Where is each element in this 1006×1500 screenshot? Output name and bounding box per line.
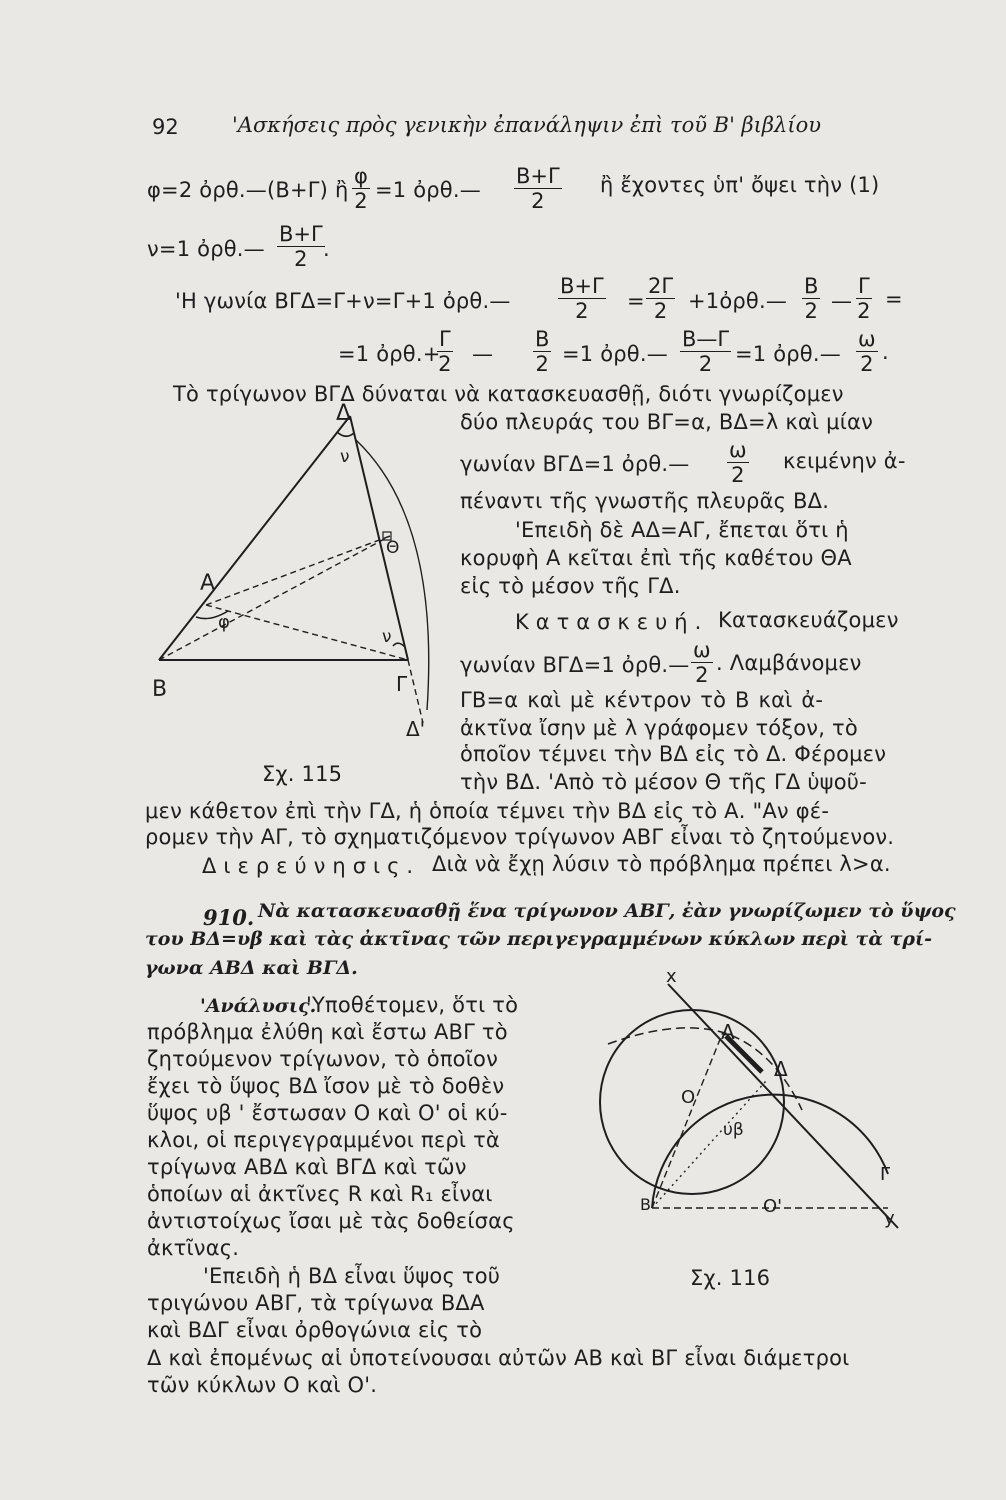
page-number: 92 — [152, 115, 179, 139]
math-line3-frac2 — [646, 274, 675, 323]
analysis-line3: ζητούμενον τρίγωνον, τὸ ὁποῖον — [147, 1047, 499, 1071]
frac-den: 2 — [531, 189, 545, 213]
fig116-label-oprime: Ο' — [763, 1196, 783, 1217]
fig115-segment-atheta — [206, 536, 390, 605]
fig116-dashed-arc — [608, 1028, 802, 1110]
fig116-label-x: x — [666, 966, 677, 987]
problem-line2: του ΒΔ=υβ καὶ τὰς ἀκτῖνας τῶν περιγεγραμμένων κύκλων περὶ τὰ τρί- — [145, 928, 933, 950]
fig115-label-phi: φ — [218, 612, 230, 633]
fig115-label-nu-bottom: ν — [382, 627, 392, 647]
analysis-line8: ὁποίων αἱ ἀκτῖνες R καὶ R₁ εἶναι — [147, 1182, 493, 1206]
frac-num: ω — [729, 438, 747, 462]
math-line4-frac3 — [680, 327, 731, 376]
frac-num: Γ — [858, 274, 870, 298]
figure-115 — [140, 400, 440, 800]
frac-den: 2 — [535, 352, 549, 376]
fig115-label-alpha: Α — [200, 571, 216, 596]
frac-num: ω — [693, 638, 711, 662]
math-line2-frac — [277, 222, 325, 271]
frac-num: 2Γ — [648, 274, 674, 298]
math-line3-eq: = — [627, 289, 645, 313]
analysis-line13: καὶ ΒΔΓ εἶναι ὀρθογώνια εἰς τὸ — [147, 1318, 483, 1342]
analysis-line7: τρίγωνα ΑΒΔ καὶ ΒΓΔ καὶ τῶν — [147, 1155, 467, 1179]
analysis-line2: πρόβλημα ἐλύθη καὶ ἔστω ΑΒΓ τὸ — [147, 1020, 508, 1044]
body1-line13: τὴν ΒΔ. 'Απὸ τὸ μέσον Θ τῆς ΓΔ ὑψοῦ- — [460, 770, 867, 794]
fig116-caption: Σχ. 116 — [690, 1266, 771, 1290]
analysis-line9: ἀντιστοίχως ἴσαι μὲ τὰς δοθείσας — [147, 1209, 515, 1233]
fig115-segment-ag — [206, 605, 408, 660]
analysis-line4: ἔχει τὸ ὕψος ΒΔ ἴσον μὲ τὸ δοθὲν — [147, 1074, 505, 1098]
math-line4-b: =1 ὀρθ.— — [562, 342, 668, 366]
fig115-label-delta-top: Δ — [336, 401, 352, 426]
math-line4-a: =1 ὀρθ.+ — [338, 342, 441, 366]
fig115-angle-v-top — [337, 432, 354, 436]
fig115-label-nu-top: ν — [340, 447, 350, 467]
frac-num: Β+Γ — [560, 274, 604, 298]
body1-line12: ὁποῖον τέμνει τὴν ΒΔ εἰς τὸ Δ. Φέρομεν — [460, 742, 887, 766]
math-line2-end: . — [323, 237, 330, 261]
construction-label: Κατασκευή. — [515, 610, 709, 634]
body1-line3-b: κειμένην ἀ- — [783, 449, 906, 473]
body1-line5: 'Επειδὴ δὲ ΑΔ=ΑΓ, ἔπεται ὅτι ἡ — [515, 518, 849, 542]
body1-line9-frac — [691, 638, 713, 687]
analysis-line15: τῶν κύκλων Ο καὶ Ο'. — [147, 1373, 378, 1397]
body1-line1: Τὸ τρίγωνον ΒΓΔ δύναται νὰ κατασκευασθῇ, διότι γνωρίζομεν — [173, 382, 844, 406]
math-line3-end: = — [885, 287, 903, 311]
fig116-line-xy — [668, 984, 898, 1228]
math-line3-minus: — — [831, 289, 853, 313]
body1-line15: ρομεν τὴν ΑΓ, τὸ σχηματιζόμενον τρίγωνον ΑΒΓ εἶναι τὸ ζητούμενον. — [145, 825, 895, 849]
fig116-label-delta: Δ — [774, 1057, 788, 1081]
frac-den: 2 — [575, 299, 589, 323]
problem-number: 910. — [203, 905, 255, 930]
body1-line3-frac — [727, 438, 749, 487]
fig115-label-gamma: Γ — [396, 672, 408, 696]
math-line3-b: +1ὀρθ.— — [688, 289, 788, 313]
body1-line10: ΓΒ=α καὶ μὲ κέντρον τὸ Β καὶ ἀ- — [460, 688, 824, 712]
investigation-label: Διερεύνησις. — [202, 854, 421, 878]
analysis-line11: 'Επειδὴ ἡ ΒΔ εἶναι ὕψος τοῦ — [203, 1264, 501, 1288]
frac-den: 2 — [860, 352, 874, 376]
fig115-segment-gdprime — [408, 660, 423, 723]
frac-num: Β—Γ — [682, 327, 730, 351]
running-title: 'Ασκήσεις πρὸς γενικὴν ἐπανάληψιν ἐπὶ τοῦ Β' βιβλίου — [232, 113, 822, 137]
frac-den: 2 — [698, 352, 713, 376]
math-line4-frac1 — [437, 327, 453, 376]
frac-den: 2 — [653, 299, 668, 323]
body1-line11: ἀκτῖνα ἴσην μὲ λ γράφομεν τόξον, τὸ — [460, 716, 858, 740]
math-line4-minus: — — [472, 342, 494, 366]
math-line4-frac4 — [856, 327, 878, 376]
body1-line7: εἰς τὸ μέσον τῆς ΓΔ. — [460, 574, 681, 598]
frac-num: ω — [858, 327, 876, 351]
body1-line14: μεν κάθετον ἐπὶ τὴν ΓΔ, ἡ ὁποία τέμνει τὴν ΒΔ εἰς τὸ Α. "Αν φέ- — [145, 799, 830, 823]
math-line2-a: ν=1 ὀρθ.— — [147, 237, 265, 261]
fig116-label-o: Ο — [681, 1087, 696, 1108]
math-line1-frac2 — [514, 164, 562, 213]
problem-line1: Νὰ κατασκευασθῇ ἕνα τρίγωνον ΑΒΓ, ἐὰν γνωρίζωμεν τὸ ὕψος — [258, 900, 956, 922]
fig115-label-theta: Θ — [386, 538, 400, 558]
math-line4-frac2 — [533, 327, 551, 376]
problem-line3: γωνα ΑΒΔ καὶ ΒΓΔ. — [145, 957, 358, 979]
analysis-line10: ἀκτῖνας. — [147, 1236, 240, 1260]
body1-line6: κορυφὴ Α κεῖται ἐπὶ τῆς καθέτου ΘΑ — [460, 546, 852, 570]
frac-den: 2 — [294, 247, 308, 271]
math-line4-c: =1 ὀρθ.— — [735, 342, 841, 366]
frac-num: Β+Γ — [279, 222, 323, 246]
fig115-segment-bd — [159, 416, 350, 660]
body1-line4: πέναντι τῆς γνωστῆς πλευρᾶς ΒΔ. — [460, 489, 830, 513]
frac-den: 2 — [804, 299, 818, 323]
figure-116 — [590, 960, 920, 1250]
fig116-label-y: y — [884, 1208, 895, 1229]
body1-line9-a: γωνίαν ΒΓΔ=1 ὀρθ.— — [460, 653, 690, 677]
body1-line2: δύο πλευράς του ΒΓ=α, ΒΔ=λ καὶ μίαν — [460, 410, 873, 434]
frac-den: 2 — [731, 463, 745, 487]
fig116-segment-bd — [652, 1081, 766, 1208]
math-line1-a: φ=2 ὀρθ.—(Β+Γ) ἢ — [147, 178, 349, 202]
frac-den: 2 — [695, 663, 709, 687]
fig115-caption: Σχ. 115 — [262, 762, 343, 786]
body1-line9-b: . Λαμβάνομεν — [716, 651, 862, 675]
body1-line3-a: γωνίαν ΒΓΔ=1 ὀρθ.— — [460, 452, 690, 476]
frac-num: Β+Γ — [516, 164, 560, 188]
fig116-label-beta: Β — [640, 1195, 651, 1214]
fig116-label-gamma: Γ — [880, 1164, 891, 1185]
frac-num: Β — [535, 327, 550, 351]
math-line1-c: ἢ ἔχοντες ὑπ' ὄψει τὴν (1) — [600, 173, 880, 197]
fig116-segment-ba — [652, 1032, 723, 1208]
fig115-arc — [356, 440, 429, 710]
analysis-line14: Δ καὶ ἐπομένως αἱ ὑποτείνουσαι αὐτῶν ΑΒ καὶ ΒΓ εἶναι διάμετροι — [147, 1346, 850, 1370]
fig116-label-alpha: Α — [721, 1020, 735, 1044]
fig115-label-beta: Β — [152, 677, 168, 702]
frac-den: 2 — [857, 299, 871, 323]
analysis-line5: ὕψος υβ ' ἔστωσαν Ο καὶ Ο' οἱ κύ- — [147, 1101, 508, 1125]
frac-den: 2 — [438, 352, 452, 376]
analysis-line6: κλοι, οἱ περιγεγραμμένοι περὶ τὰ — [147, 1128, 500, 1152]
math-line1-frac1 — [352, 164, 370, 213]
fig115-label-delta-prime: Δ' — [406, 717, 426, 741]
fig116-label-ub: υβ — [723, 1120, 744, 1140]
frac-num: Β — [804, 274, 819, 298]
frac-num: Γ — [439, 327, 451, 351]
analysis-label: 'Ανάλυσις. — [200, 995, 317, 1017]
body1-line8-b: Κατασκευάζομεν — [718, 608, 899, 632]
fig115-segment-bdprime — [159, 536, 390, 660]
math-line1-b: =1 ὀρθ.— — [375, 178, 481, 202]
analysis-line12: τριγώνου ΑΒΓ, τὰ τρίγωνα ΒΔΑ — [147, 1291, 485, 1315]
body1-line16-b: Διὰ νὰ ἔχῃ λύσιν τὸ πρόβλημα πρέπει λ>α. — [432, 852, 891, 876]
frac-den: 2 — [354, 189, 368, 213]
analysis-line1: 'Υποθέτομεν, ὅτι τὸ — [306, 993, 519, 1017]
math-line3-a: 'Η γωνία ΒΓΔ=Γ+ν=Γ+1 ὀρθ.— — [175, 289, 511, 313]
math-line3-frac1 — [558, 274, 606, 323]
math-line4-end: . — [882, 340, 889, 364]
math-line3-frac4 — [856, 274, 872, 323]
math-line3-frac3 — [802, 274, 820, 323]
frac-num: φ — [354, 164, 368, 188]
